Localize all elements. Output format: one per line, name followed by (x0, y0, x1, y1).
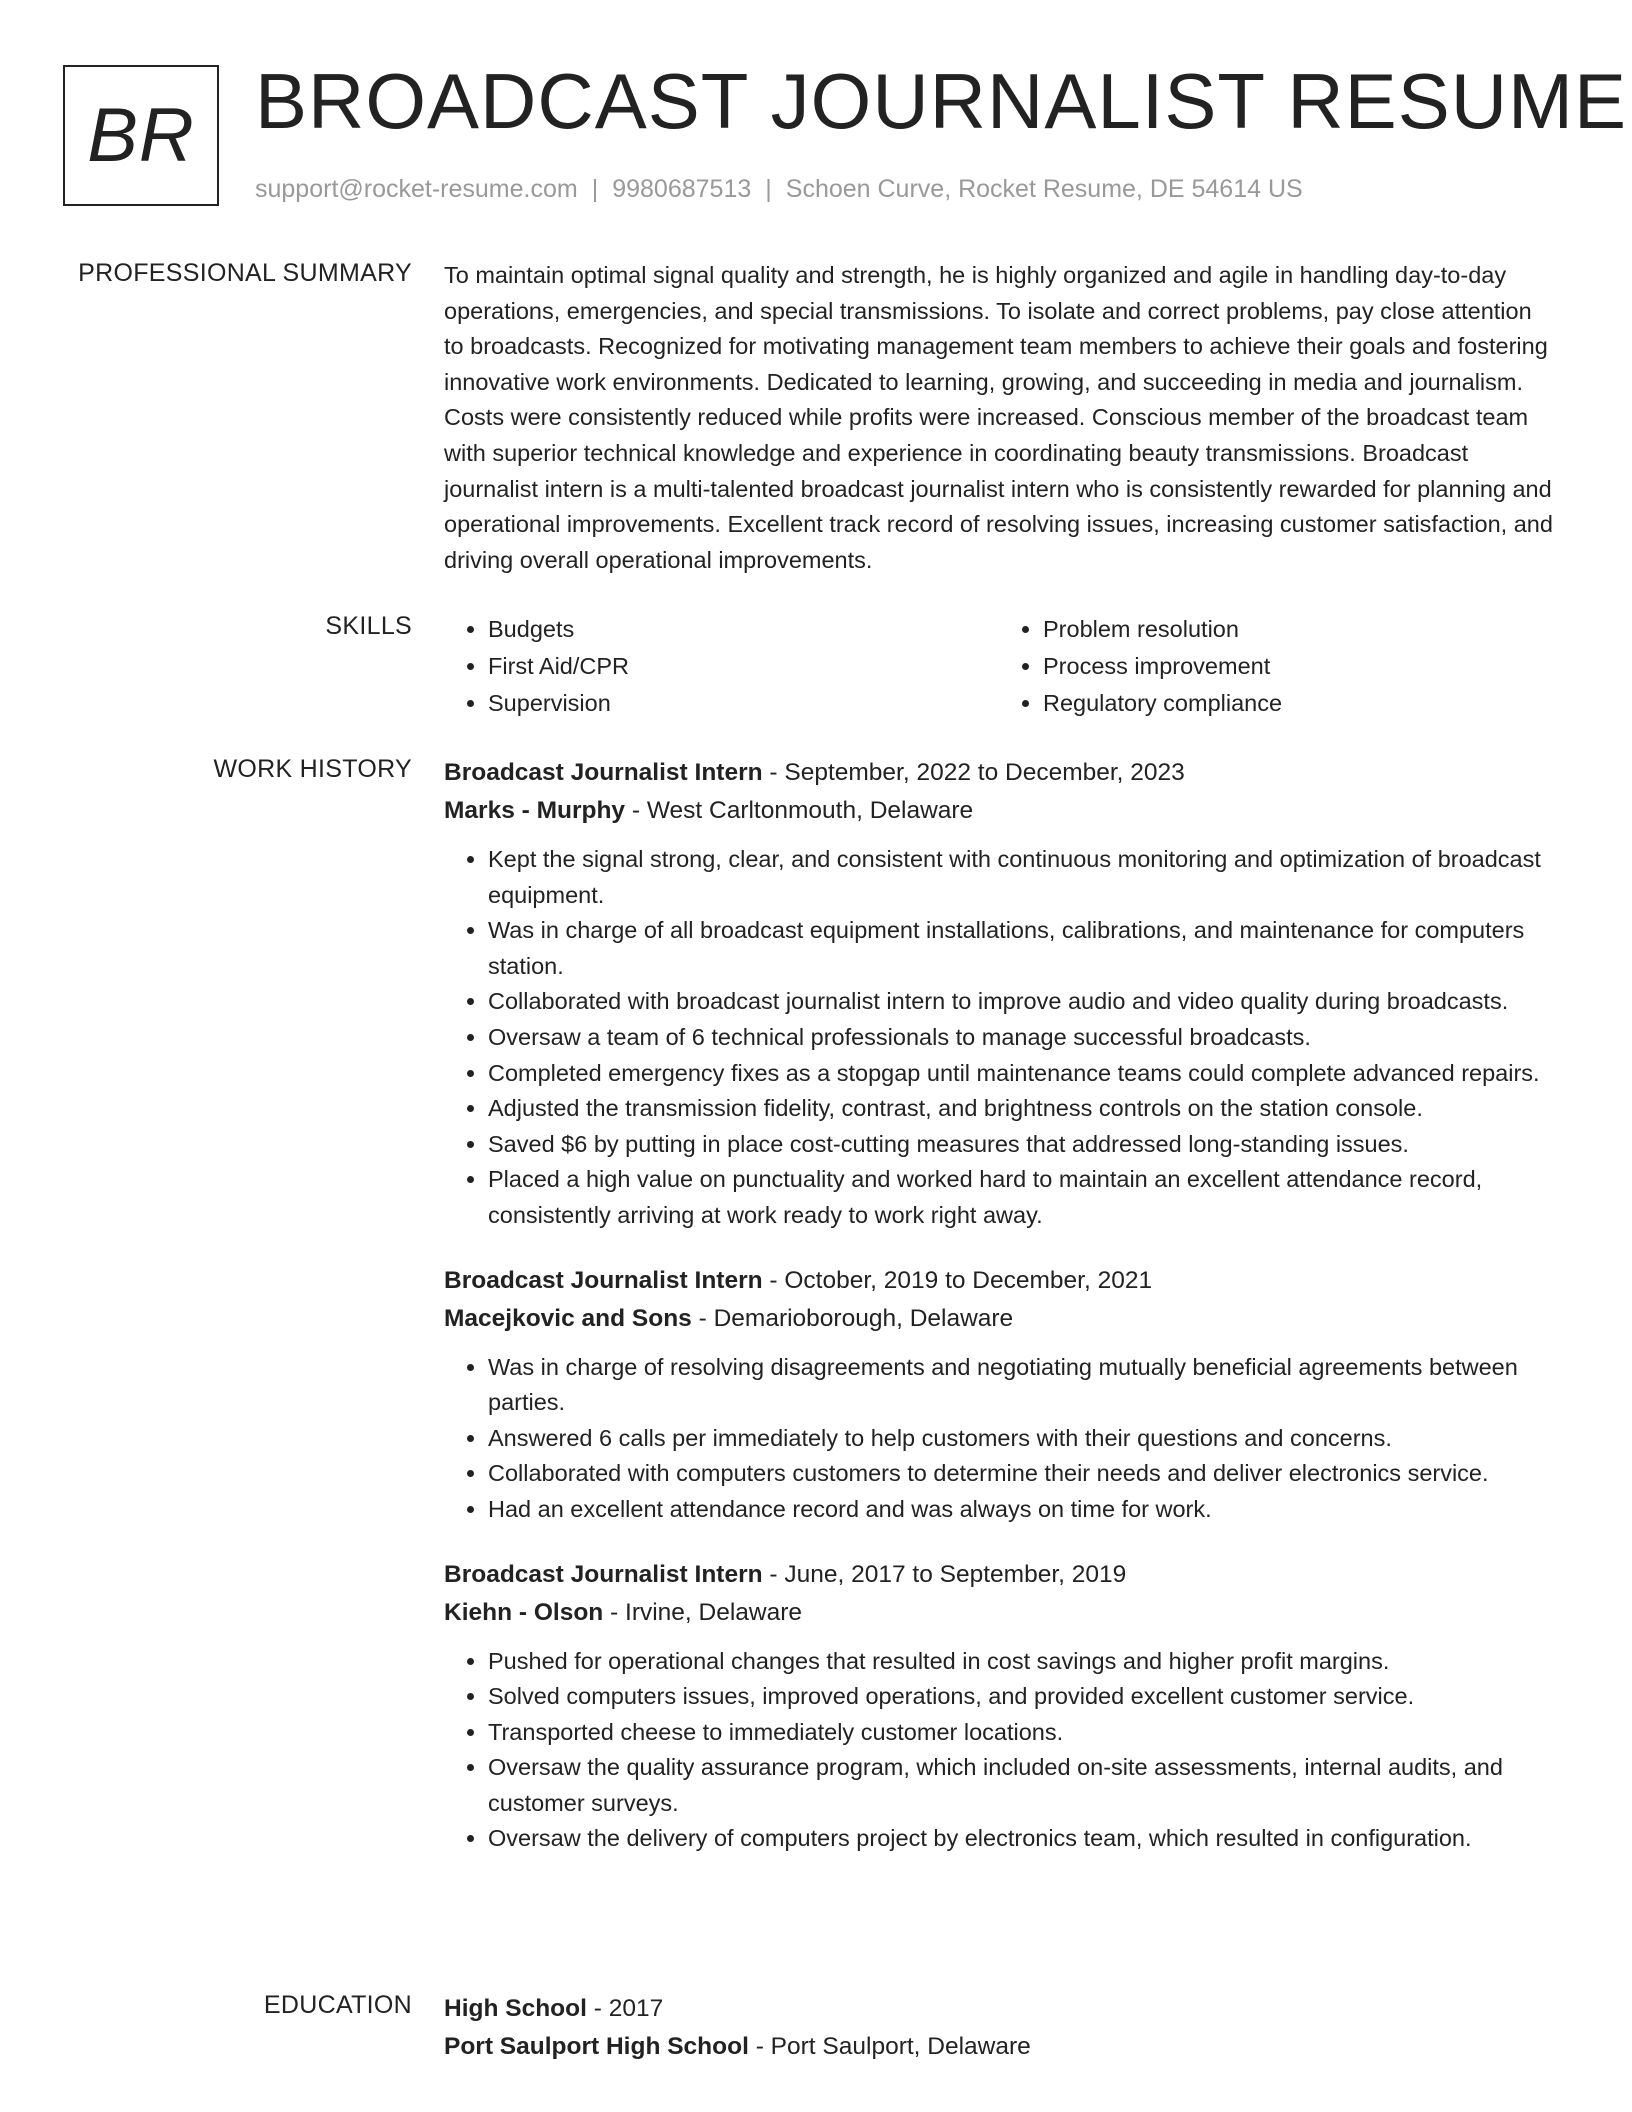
skills-grid (444, 611, 1554, 722)
skill-item: • Supervision (488, 685, 999, 722)
job-location: - West Carltonmouth, Delaware (625, 797, 974, 824)
job-bullet: • Transported cheese to immediately customer locations. (488, 1715, 1554, 1751)
job-title: Broadcast Journalist Intern (444, 1560, 763, 1588)
work-history-body (444, 754, 1554, 1885)
contact-line (255, 174, 1303, 204)
skills-list-left (444, 611, 999, 722)
job-location: - Irvine, Delaware (603, 1598, 803, 1626)
job-title-line (444, 754, 1554, 792)
job-title-line (444, 1262, 1554, 1300)
job-title: Broadcast Journalist Intern (444, 759, 763, 786)
job-company-line (444, 1594, 1554, 1632)
job-bullet: • Completed emergency fixes as a stopgap until maintenance teams could complete advanced repairs. (488, 1056, 1554, 1092)
contact-separator: | (765, 175, 772, 203)
job-location: - Demarioborough, Delaware (691, 1304, 1014, 1332)
education-body (444, 1990, 1554, 2066)
job-bullet: • Was in charge of resolving disagreements and negotiating mutually beneficial agreements between parties. (488, 1350, 1554, 1421)
job-bullet: • Collaborated with computers customers to determine their needs and deliver electronics service. (488, 1456, 1554, 1492)
job-bullet: • Oversaw the delivery of computers project by electronics team, which resulted in configuration. (488, 1821, 1554, 1857)
education-degree: High School (444, 1995, 587, 2022)
job-bullet: • Placed a high value on punctuality and worked hard to maintain an excellent attendance record, consistently arriving at work ready to work right away. (488, 1162, 1554, 1233)
job-title-line (444, 1556, 1554, 1594)
job-bullets (444, 842, 1554, 1234)
job-company: Kiehn - Olson (444, 1598, 604, 1626)
monogram-initials: BR (87, 93, 195, 178)
job-bullet: • Collaborated with broadcast journalist intern to improve audio and video quality during broadcasts. (488, 984, 1554, 1020)
job-entry (444, 1556, 1554, 1858)
skill-item: • First Aid/CPR (488, 648, 999, 685)
education-school-line (444, 2028, 1554, 2066)
work-history-heading: WORK HISTORY (213, 755, 412, 783)
contact-phone: 9980687513 (612, 175, 752, 203)
job-bullet: • Pushed for operational changes that resulted in cost savings and higher profit margins. (488, 1644, 1554, 1680)
skills-heading: SKILLS (325, 612, 412, 640)
contact-address: Schoen Curve, Rocket Resume, DE 54614 US (785, 175, 1303, 203)
summary-body (444, 258, 1554, 578)
job-dates: - September, 2022 to December, 2023 (762, 759, 1185, 786)
job-bullets (444, 1350, 1554, 1528)
job-bullet: • Answered 6 calls per immediately to help customers with their questions and concerns. (488, 1421, 1554, 1457)
job-company: Marks - Murphy (444, 797, 626, 824)
job-bullet: • Was in charge of all broadcast equipment installations, calibrations, and maintenance for computers station. (488, 913, 1554, 984)
job-bullets (444, 1644, 1554, 1858)
skill-item: • Budgets (488, 611, 999, 648)
skill-item: • Process improvement (1043, 648, 1554, 685)
job-bullet: • Adjusted the transmission fidelity, contrast, and brightness controls on the station console. (488, 1091, 1554, 1127)
education-school: Port Saulport High School (444, 2033, 749, 2060)
contact-separator: | (591, 175, 599, 203)
job-dates: - June, 2017 to September, 2019 (762, 1560, 1127, 1588)
job-entry (444, 754, 1554, 1234)
job-bullet: • Kept the signal strong, clear, and consistent with continuous monitoring and optimization of broadcast equipment. (488, 842, 1554, 913)
education-location: - Port Saulport, Delaware (748, 2033, 1031, 2060)
job-company-line (444, 1300, 1554, 1338)
contact-email: support@rocket-resume.com (255, 175, 578, 203)
skills-list-right (999, 611, 1554, 722)
job-bullet: • Oversaw a team of 6 technical professionals to manage successful broadcasts. (488, 1020, 1554, 1056)
job-bullet: • Solved computers issues, improved operations, and provided excellent customer service. (488, 1679, 1554, 1715)
job-bullet: • Saved $6 by putting in place cost-cutting measures that addressed long-standing issues. (488, 1127, 1554, 1163)
summary-text: To maintain optimal signal quality and strength, he is highly organized and agile in handling day-to-day operations, emergencies, and special transmissions. To isolate and correct problems, pay close attention to broadcasts. Recognized for motivating management team members to achieve their goals and fostering innovative work environments. Dedicated to learning, growing, and succeeding in media and journalism. Costs were consistently reduced while profits were increased. Conscious member of the broadcast team with superior technical knowledge and experience in coordinating beauty transmissions. Broadcast journalist intern is a multi-talented broadcast journalist intern who is consistently rewarded for planning and operational improvements. Excellent track record of resolving issues, increasing customer satisfaction, and driving overall operational improvements. (444, 262, 1553, 573)
monogram-box (63, 65, 219, 206)
education-heading: EDUCATION (263, 1991, 412, 2019)
job-entry (444, 1262, 1554, 1528)
skill-item: • Regulatory compliance (1043, 685, 1554, 722)
resume-title: BROADCAST JOURNALIST RESUME (255, 57, 1628, 145)
skill-item: • Problem resolution (1043, 611, 1554, 648)
job-company-line (444, 792, 1554, 830)
job-bullet: • Oversaw the quality assurance program, which included on-site assessments, internal audits, and customer surveys. (488, 1750, 1554, 1821)
education-year: - 2017 (586, 1995, 664, 2022)
job-company: Macejkovic and Sons (444, 1304, 692, 1332)
job-dates: - October, 2019 to December, 2021 (762, 1266, 1153, 1294)
summary-heading: PROFESSIONAL SUMMARY (78, 259, 412, 287)
job-bullet: • Had an excellent attendance record and was always on time for work. (488, 1492, 1554, 1528)
education-degree-line (444, 1990, 1554, 2028)
job-title: Broadcast Journalist Intern (444, 1266, 763, 1294)
